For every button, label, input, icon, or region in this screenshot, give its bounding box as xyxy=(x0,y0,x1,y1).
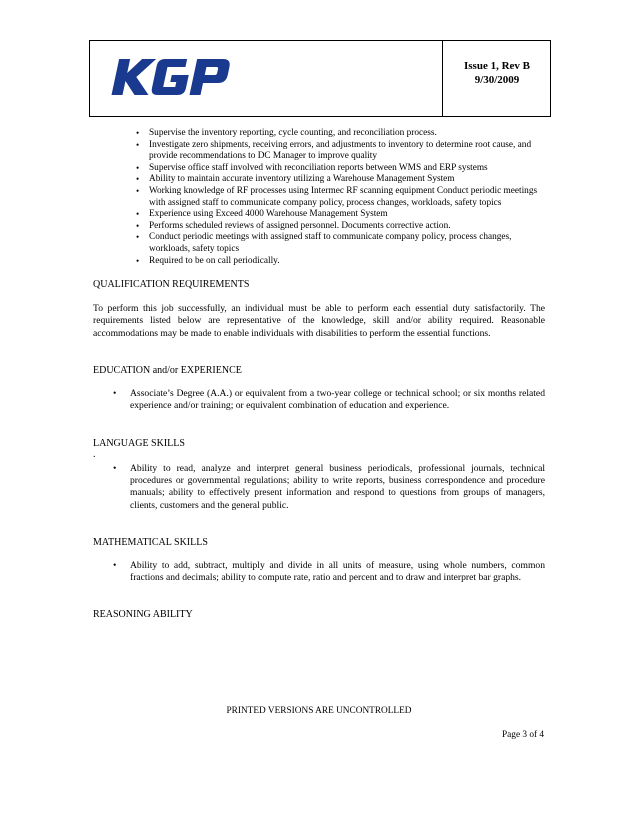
list-item: • Required to be on call periodically. xyxy=(93,256,545,268)
list-item: • Supervise the inventory reporting, cycle counting, and reconciliation process. xyxy=(93,128,545,140)
document-body xyxy=(93,128,545,621)
list-item: • Experience using Exceed 4000 Warehouse Management System xyxy=(93,209,545,221)
qualification-heading: QUALIFICATION REQUIREMENTS xyxy=(93,279,250,291)
list-item: • Associate’s Degree (A.A.) or equivalent from a two-year college or technical school; or six months related experience and/or training; or equivalent combination of education and experience. xyxy=(93,388,545,413)
math-list xyxy=(93,560,545,585)
list-item: • Working knowledge of RF processes using Intermec RF scanning equipment Conduct periodic meetings with assigned staff to communicate company policy, process changes, workloads, safety topics xyxy=(93,186,545,209)
stray-period: . xyxy=(93,448,96,460)
education-heading: EDUCATION and/or EXPERIENCE xyxy=(93,365,242,377)
qualification-text: To perform this job successfully, an individual must be able to perform each essential duty satisfactorily. The requirements listed below are representative of the knowledge, skill and/or ability required. Reasonable accommodations may be made to enable individuals with disabilities to perform the essential functions. xyxy=(93,303,545,339)
education-list xyxy=(93,388,545,413)
list-item: • Ability to maintain accurate inventory utilizing a Warehouse Management System xyxy=(93,174,545,186)
language-heading: LANGUAGE SKILLS xyxy=(93,437,185,449)
list-item: • Conduct periodic meetings with assigned staff to communicate company policy, process changes, workloads, safety topics xyxy=(93,232,545,255)
list-item: • Supervise office staff involved with reconciliation reports between WMS and ERP systems xyxy=(93,163,545,175)
math-heading: MATHEMATICAL SKILLS xyxy=(93,536,208,548)
language-list xyxy=(93,463,545,512)
issue-label: Issue 1, Rev B xyxy=(463,60,530,72)
page-number: Page 3 of 4 xyxy=(502,730,545,740)
uncontrolled-notice: PRINTED VERSIONS ARE UNCONTROLLED xyxy=(226,706,412,716)
kgp-logo-graphic xyxy=(106,55,246,99)
issue-date: 9/30/2009 xyxy=(474,74,520,86)
document-header xyxy=(89,40,551,117)
list-item: • Ability to add, subtract, multiply and divide in all units of measure, using whole numbers, common fractions and decimals; ability to compute rate, ratio and percent and to draw and interpret bar graphs. xyxy=(93,560,545,585)
revision-block xyxy=(443,59,551,87)
list-item: • Performs scheduled reviews of assigned personnel. Documents corrective action. xyxy=(93,221,545,233)
kgp-logo xyxy=(106,55,246,104)
list-item: • Investigate zero shipments, receiving errors, and adjustments to inventory to determine root cause, and provide recommendations to DC Manager to improve quality xyxy=(93,140,545,163)
duties-list xyxy=(93,128,545,267)
list-item: • Ability to read, analyze and interpret general business periodicals, professional journals, technical procedures or governmental regulations; ability to write reports, business correspondence and procedure manuals; ability to effectively present information and respond to questions from groups of managers, clients, customers and the general public. xyxy=(93,463,545,512)
reasoning-heading: REASONING ABILITY xyxy=(93,609,193,621)
